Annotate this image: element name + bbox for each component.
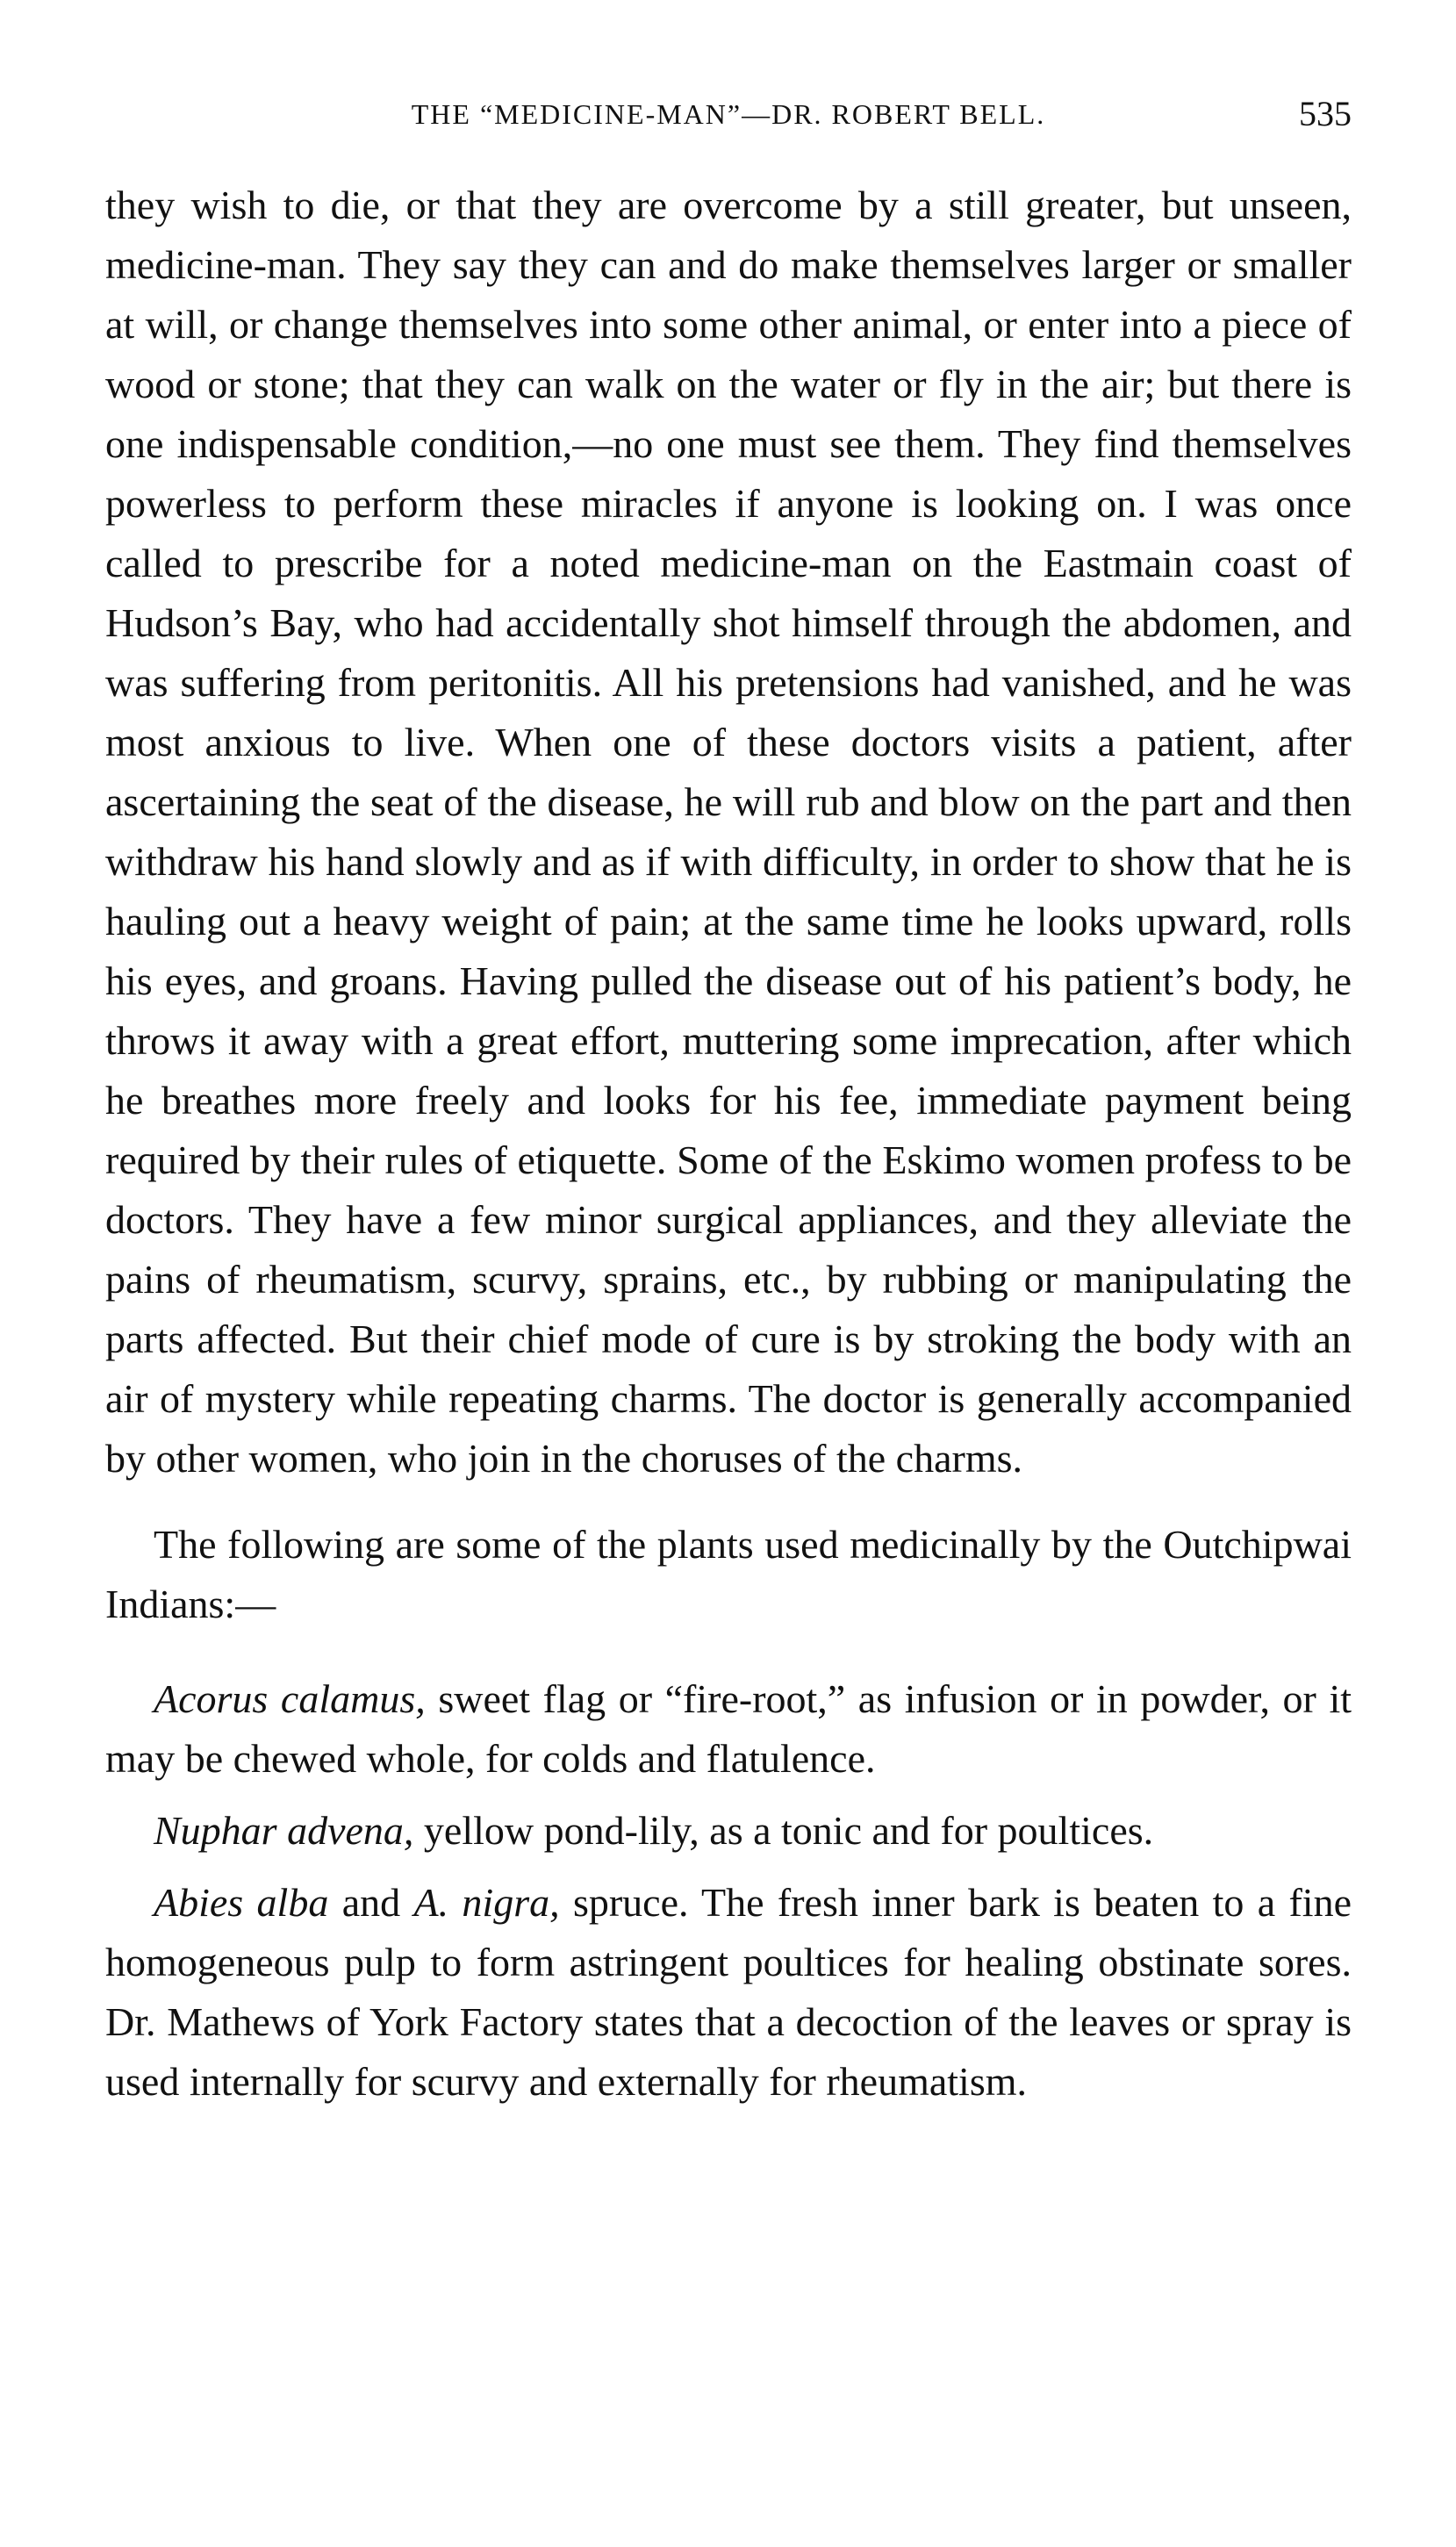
paragraph-plants-intro: The following are some of the plants used medicinally by the Outchipwai Indians:— xyxy=(105,1522,1352,1626)
running-title: THE “MEDICINE-MAN”—DR. ROBERT BELL. xyxy=(411,98,1046,130)
plant-entry-nuphar xyxy=(105,1801,1352,1861)
page-body xyxy=(105,176,1352,2112)
plant-entry-acorus xyxy=(105,1669,1352,1789)
plant-connector: and xyxy=(328,1880,414,1925)
plant-latin-name: Abies alba xyxy=(154,1880,329,1925)
page-header xyxy=(105,88,1352,140)
plant-description: yellow pond-lily, as a tonic and for poultices. xyxy=(413,1808,1154,1853)
plant-latin-name-secondary: A. nigra, xyxy=(413,1880,560,1925)
plant-entry-abies xyxy=(105,1873,1352,2112)
page-number: 535 xyxy=(1299,94,1352,133)
plant-description: sweet flag or “fire-root,” as infusion or in powder, or it may be chewed whole, for colds and flatulence. xyxy=(105,1676,1352,1781)
paragraph-medicine-man: they wish to die, or that they are overcome by a still greater, but unseen, medicine-man. They say they can and do make themselves larger or smaller at will, or change themselves into some other animal, or enter into a piece of wood or stone; that they can walk on the water or fly in the air; but there is one indispensable condition,—no one must see them. They find themselves powerless to perform these miracles if anyone is looking on. I was once called to prescribe for a noted medicine-man on the Eastmain coast of Hudson’s Bay, who had accidentally shot himself through the abdomen, and was suffering from peritonitis. All his pretensions had vanished, and he was most anxious to live. When one of these doctors visits a patient, after ascertaining the seat of the disease, he will rub and blow on the part and then withdraw his hand slowly and as if with difficulty, in order to show that he is hauling out a heavy weight of pain; at the same time he looks upward, rolls his eyes, and groans. Having pulled the disease out of his patient’s body, he throws it away with a great effort, muttering some imprecation, after which he breathes more freely and looks for his fee, immediate payment being required by their rules of etiquette. Some of the Eskimo women profess to be doctors. They have a few minor surgical appliances, and they alleviate the pains of rheumatism, scurvy, sprains, etc., by rubbing or manipulating the parts affected. But their chief mode of cure is by stroking the body with an air of mystery while repeating charms. The doctor is generally accompanied by other women, who join in the choruses of the charms. xyxy=(105,183,1352,1481)
plant-description: spruce. The fresh inner bark is beaten to a fine homogeneous pulp to form astringent poultices for healing obstinate sores. Dr. Mathews of York Factory states that a decoction of the leaves or spray is used internally for scurvy and externally for rheumatism. xyxy=(105,1880,1352,2104)
plant-latin-name: Nuphar advena, xyxy=(154,1808,414,1853)
plant-latin-name: Acorus calamus, xyxy=(154,1676,426,1721)
